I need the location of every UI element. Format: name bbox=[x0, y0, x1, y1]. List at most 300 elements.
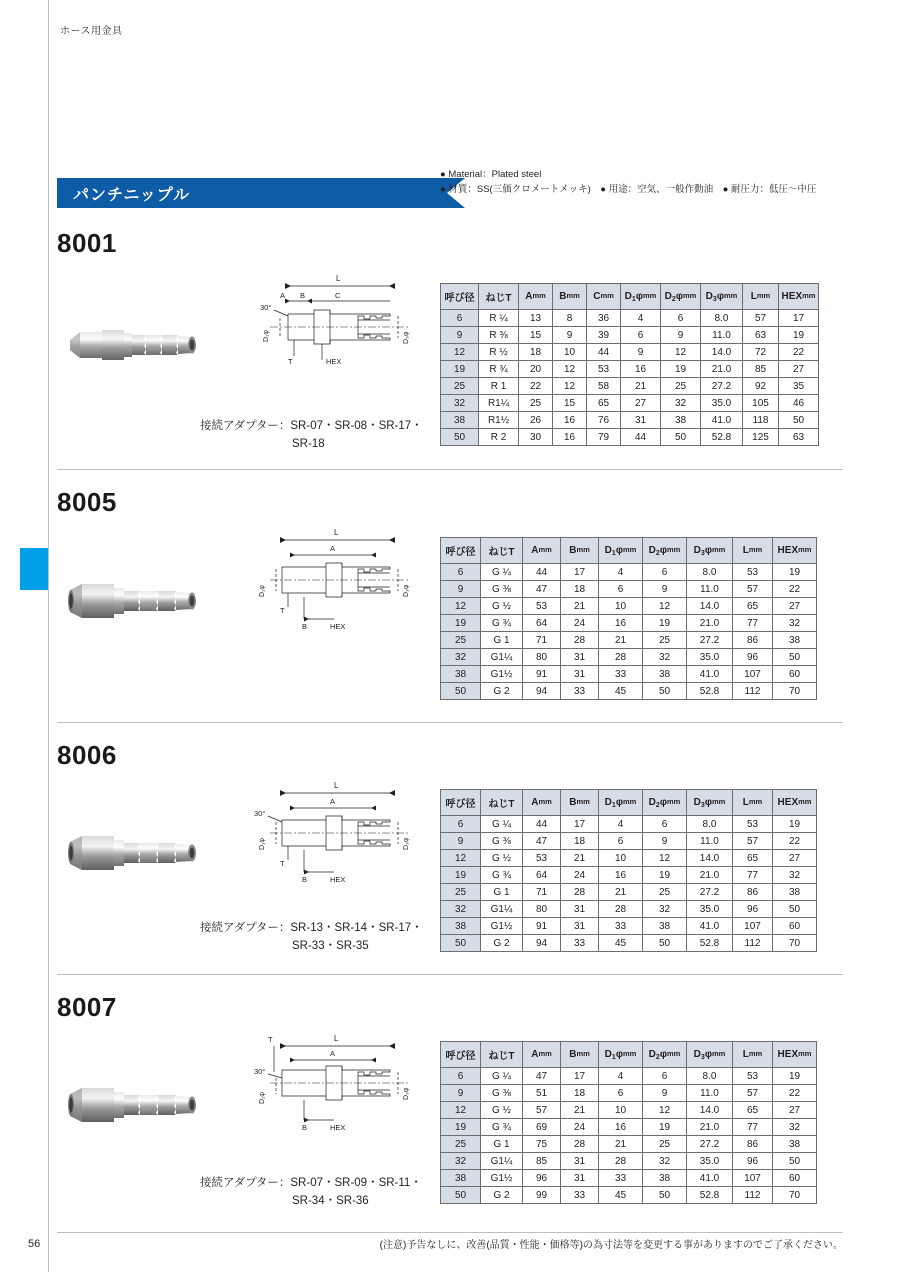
cell-Cmm: 53 bbox=[587, 361, 621, 378]
svg-text:B: B bbox=[302, 1123, 308, 1132]
col-header-4: $D_1\varphi mm$ bbox=[599, 790, 643, 816]
svg-text:T: T bbox=[288, 357, 293, 366]
table-row bbox=[441, 1170, 817, 1187]
cell-Bmm: 31 bbox=[561, 649, 599, 666]
cell-Bmm: 10 bbox=[553, 344, 587, 361]
cell-Lmm: 125 bbox=[743, 429, 779, 446]
cell-nominal-diameter: 9 bbox=[441, 833, 481, 850]
cell-Bmm: 24 bbox=[561, 867, 599, 884]
spec-table-8001 bbox=[440, 283, 819, 446]
cell-D1φmm: 28 bbox=[599, 901, 643, 918]
cell-nominal-diameter: 19 bbox=[441, 867, 481, 884]
cell-nominal-diameter: 6 bbox=[441, 816, 481, 833]
cell-ねじT: G ¼ bbox=[481, 1068, 523, 1085]
cell-HEXmm: 50 bbox=[773, 649, 817, 666]
cell-D3φmm: 14.0 bbox=[687, 598, 733, 615]
cell-D2φmm: 50 bbox=[643, 683, 687, 700]
cell-D1φmm: 45 bbox=[599, 683, 643, 700]
product-photo-8007 bbox=[62, 1062, 222, 1148]
cell-nominal-diameter: 12 bbox=[441, 344, 479, 361]
cell-D3φmm: 21.0 bbox=[687, 615, 733, 632]
cell-D2φmm: 9 bbox=[643, 833, 687, 850]
table-row bbox=[441, 666, 817, 683]
table-row bbox=[441, 1085, 817, 1102]
cell-Bmm: 12 bbox=[553, 361, 587, 378]
table-header-row bbox=[441, 1042, 817, 1068]
cell-Amm: 30 bbox=[519, 429, 553, 446]
col-header-7: Lmm bbox=[733, 790, 773, 816]
svg-text:30°: 30° bbox=[254, 1067, 266, 1076]
cell-Bmm: 21 bbox=[561, 1102, 599, 1119]
cell-Lmm: 65 bbox=[733, 850, 773, 867]
svg-text:A: A bbox=[330, 797, 336, 806]
col-header-2: Amm bbox=[523, 790, 561, 816]
cell-ねじT: G ½ bbox=[481, 1102, 523, 1119]
table-row bbox=[441, 1153, 817, 1170]
cell-Amm: 91 bbox=[523, 666, 561, 683]
product-code-8006: 8006 bbox=[57, 740, 117, 770]
cell-Bmm: 17 bbox=[561, 1068, 599, 1085]
cell-ねじT: R ½ bbox=[479, 344, 519, 361]
cell-Lmm: 112 bbox=[733, 1187, 773, 1204]
cell-HEXmm: 60 bbox=[773, 918, 817, 935]
cell-ねじT: G1¼ bbox=[481, 901, 523, 918]
col-header-3: Bmm bbox=[561, 1042, 599, 1068]
cell-Lmm: 53 bbox=[733, 1068, 773, 1085]
svg-text:T: T bbox=[280, 859, 285, 868]
col-header-3: Bmm bbox=[561, 790, 599, 816]
cell-D3φmm: 8.0 bbox=[687, 1068, 733, 1085]
cell-D2φmm: 19 bbox=[643, 867, 687, 884]
cell-D1φmm: 33 bbox=[599, 666, 643, 683]
cell-Amm: 75 bbox=[523, 1136, 561, 1153]
svg-text:D₁φ: D₁φ bbox=[259, 585, 266, 597]
cell-Bmm: 28 bbox=[561, 632, 599, 649]
cell-Amm: 47 bbox=[523, 833, 561, 850]
cell-nominal-diameter: 25 bbox=[441, 378, 479, 395]
col-header-4: $D_1\varphi mm$ bbox=[599, 1042, 643, 1068]
cell-D1φmm: 6 bbox=[621, 327, 661, 344]
cell-HEXmm: 27 bbox=[773, 1102, 817, 1119]
svg-text:A: A bbox=[330, 544, 336, 553]
cell-nominal-diameter: 9 bbox=[441, 581, 481, 598]
cell-D1φmm: 33 bbox=[599, 918, 643, 935]
cell-Lmm: 53 bbox=[733, 816, 773, 833]
cell-Lmm: 92 bbox=[743, 378, 779, 395]
cell-HEXmm: 38 bbox=[773, 1136, 817, 1153]
col-header-3: Bmm bbox=[561, 538, 599, 564]
cell-D3φmm: 27.2 bbox=[687, 632, 733, 649]
cell-Bmm: 33 bbox=[561, 683, 599, 700]
table-row bbox=[441, 1119, 817, 1136]
svg-text:D₃φ: D₃φ bbox=[403, 584, 410, 597]
table-row bbox=[441, 344, 819, 361]
product-photo-8001 bbox=[62, 302, 222, 388]
cell-D3φmm: 41.0 bbox=[687, 666, 733, 683]
table-row bbox=[441, 850, 817, 867]
cell-Bmm: 16 bbox=[553, 429, 587, 446]
cell-Lmm: 77 bbox=[733, 867, 773, 884]
table-row bbox=[441, 1187, 817, 1204]
cell-Bmm: 16 bbox=[553, 412, 587, 429]
cell-nominal-diameter: 6 bbox=[441, 1068, 481, 1085]
cell-Amm: 51 bbox=[523, 1085, 561, 1102]
cell-nominal-diameter: 38 bbox=[441, 412, 479, 429]
col-header-3: Bmm bbox=[553, 284, 587, 310]
spec-table-8006 bbox=[440, 789, 817, 952]
cell-ねじT: R 2 bbox=[479, 429, 519, 446]
cell-nominal-diameter: 50 bbox=[441, 429, 479, 446]
svg-text:HEX: HEX bbox=[326, 357, 342, 366]
cell-HEXmm: 27 bbox=[773, 850, 817, 867]
cell-nominal-diameter: 32 bbox=[441, 649, 481, 666]
cell-D2φmm: 9 bbox=[643, 1085, 687, 1102]
cell-D1φmm: 4 bbox=[599, 816, 643, 833]
cell-Cmm: 58 bbox=[587, 378, 621, 395]
cell-HEXmm: 38 bbox=[773, 632, 817, 649]
svg-text:B: B bbox=[302, 875, 308, 884]
svg-text:HEX: HEX bbox=[330, 1123, 346, 1132]
cell-Amm: 25 bbox=[519, 395, 553, 412]
cell-Amm: 26 bbox=[519, 412, 553, 429]
cell-ねじT: G1½ bbox=[481, 666, 523, 683]
table-row bbox=[441, 564, 817, 581]
cell-Lmm: 63 bbox=[743, 327, 779, 344]
cell-D3φmm: 8.0 bbox=[687, 816, 733, 833]
cell-D3φmm: 41.0 bbox=[687, 918, 733, 935]
cell-HEXmm: 32 bbox=[773, 1119, 817, 1136]
cell-D3φmm: 21.0 bbox=[687, 867, 733, 884]
product-code-8005: 8005 bbox=[57, 487, 117, 517]
cell-HEXmm: 60 bbox=[773, 666, 817, 683]
cell-HEXmm: 70 bbox=[773, 1187, 817, 1204]
spec-line-detail: ● 材質：SS(三価クロメートメッキ) ● 用途：空気、一般作動油 ● 耐圧力：低圧～中圧 bbox=[440, 183, 817, 195]
cell-HEXmm: 46 bbox=[779, 395, 819, 412]
cell-Lmm: 86 bbox=[733, 632, 773, 649]
cell-Amm: 53 bbox=[523, 850, 561, 867]
cell-D3φmm: 35.0 bbox=[687, 1153, 733, 1170]
adapter-note-8006: 接続アダプター：SR-13・SR-14・SR-17・ SR-33・SR-35 bbox=[200, 922, 423, 952]
cell-D2φmm: 19 bbox=[661, 361, 701, 378]
cell-Lmm: 85 bbox=[743, 361, 779, 378]
cell-Lmm: 57 bbox=[733, 1085, 773, 1102]
table-row bbox=[441, 581, 817, 598]
cell-HEXmm: 50 bbox=[773, 1153, 817, 1170]
table-body bbox=[441, 310, 819, 446]
cell-Bmm: 17 bbox=[561, 816, 599, 833]
cell-ねじT: G ⅜ bbox=[481, 1085, 523, 1102]
cell-Amm: 13 bbox=[519, 310, 553, 327]
col-header-6: $D_3\varphi mm$ bbox=[687, 790, 733, 816]
cell-Bmm: 28 bbox=[561, 1136, 599, 1153]
cell-Bmm: 33 bbox=[561, 1187, 599, 1204]
cell-D1φmm: 27 bbox=[621, 395, 661, 412]
cell-nominal-diameter: 25 bbox=[441, 1136, 481, 1153]
cell-D3φmm: 27.2 bbox=[687, 884, 733, 901]
cell-D2φmm: 32 bbox=[661, 395, 701, 412]
cell-nominal-diameter: 19 bbox=[441, 615, 481, 632]
cell-D1φmm: 16 bbox=[599, 1119, 643, 1136]
cell-Amm: 91 bbox=[523, 918, 561, 935]
cell-ねじT: G ¾ bbox=[481, 615, 523, 632]
cell-HEXmm: 22 bbox=[773, 581, 817, 598]
section-title-bar bbox=[57, 178, 447, 208]
cell-Cmm: 65 bbox=[587, 395, 621, 412]
cell-nominal-diameter: 12 bbox=[441, 1102, 481, 1119]
col-header-7: Lmm bbox=[733, 538, 773, 564]
cell-nominal-diameter: 32 bbox=[441, 395, 479, 412]
svg-text:D₁φ: D₁φ bbox=[259, 1092, 266, 1104]
col-header-8: HEXmm bbox=[773, 1042, 817, 1068]
cell-Amm: 94 bbox=[523, 935, 561, 952]
col-header-5: $D_1\varphi mm$ bbox=[621, 284, 661, 310]
svg-text:D₃φ: D₃φ bbox=[403, 1087, 410, 1100]
cell-HEXmm: 32 bbox=[773, 867, 817, 884]
cell-ねじT: R ¼ bbox=[479, 310, 519, 327]
left-vertical-rule bbox=[48, 0, 49, 1272]
cell-D3φmm: 27.2 bbox=[687, 1136, 733, 1153]
svg-text:T: T bbox=[268, 1035, 273, 1044]
cell-Bmm: 31 bbox=[561, 1153, 599, 1170]
cell-D3φmm: 14.0 bbox=[687, 850, 733, 867]
cell-nominal-diameter: 12 bbox=[441, 598, 481, 615]
technical-drawing-8001 bbox=[230, 272, 420, 392]
cell-nominal-diameter: 25 bbox=[441, 884, 481, 901]
cell-D1φmm: 16 bbox=[599, 615, 643, 632]
col-header-4: $D_1\varphi mm$ bbox=[599, 538, 643, 564]
col-header-0: 呼び径 bbox=[441, 790, 481, 816]
cell-HEXmm: 63 bbox=[779, 429, 819, 446]
cell-Amm: 53 bbox=[523, 598, 561, 615]
svg-text:B: B bbox=[302, 622, 308, 631]
cell-HEXmm: 19 bbox=[779, 327, 819, 344]
cell-ねじT: G 2 bbox=[481, 1187, 523, 1204]
cell-D1φmm: 21 bbox=[599, 884, 643, 901]
cell-Lmm: 112 bbox=[733, 683, 773, 700]
cell-Bmm: 21 bbox=[561, 850, 599, 867]
cell-Amm: 94 bbox=[523, 683, 561, 700]
cell-HEXmm: 70 bbox=[773, 683, 817, 700]
cell-ねじT: G ¼ bbox=[481, 816, 523, 833]
cell-D2φmm: 32 bbox=[643, 1153, 687, 1170]
cell-D2φmm: 6 bbox=[643, 816, 687, 833]
cell-D2φmm: 6 bbox=[661, 310, 701, 327]
svg-text:HEX: HEX bbox=[330, 875, 346, 884]
cell-Lmm: 57 bbox=[743, 310, 779, 327]
cell-D3φmm: 14.0 bbox=[687, 1102, 733, 1119]
product-photo-8006 bbox=[62, 810, 222, 896]
cell-D1φmm: 21 bbox=[599, 1136, 643, 1153]
table-row bbox=[441, 615, 817, 632]
cell-HEXmm: 22 bbox=[773, 1085, 817, 1102]
cell-nominal-diameter: 38 bbox=[441, 918, 481, 935]
cell-Amm: 47 bbox=[523, 1068, 561, 1085]
table-row bbox=[441, 378, 819, 395]
cell-D2φmm: 12 bbox=[643, 850, 687, 867]
table-row bbox=[441, 867, 817, 884]
cell-D2φmm: 38 bbox=[643, 1170, 687, 1187]
col-header-8: HEXmm bbox=[773, 538, 817, 564]
table-header-row bbox=[441, 790, 817, 816]
section-title-text: パンチニップル bbox=[73, 186, 191, 204]
cell-nominal-diameter: 25 bbox=[441, 632, 481, 649]
cell-Amm: 22 bbox=[519, 378, 553, 395]
cell-D2φmm: 12 bbox=[643, 1102, 687, 1119]
cell-D2φmm: 19 bbox=[643, 615, 687, 632]
product-code-8007: 8007 bbox=[57, 992, 117, 1022]
adapter-note-8007: 接続アダプター：SR-07・SR-09・SR-11・ SR-34・SR-36 bbox=[200, 1177, 422, 1207]
cell-Amm: 44 bbox=[523, 564, 561, 581]
cell-ねじT: G 1 bbox=[481, 884, 523, 901]
product-photo-8005 bbox=[62, 558, 222, 644]
cell-D2φmm: 25 bbox=[643, 884, 687, 901]
cell-ねじT: G1½ bbox=[481, 1170, 523, 1187]
cell-D3φmm: 41.0 bbox=[701, 412, 743, 429]
svg-text:D₁φ: D₁φ bbox=[263, 330, 270, 342]
cell-D1φmm: 4 bbox=[599, 564, 643, 581]
cell-Bmm: 18 bbox=[561, 1085, 599, 1102]
cell-ねじT: G 2 bbox=[481, 935, 523, 952]
cell-Lmm: 86 bbox=[733, 1136, 773, 1153]
cell-Lmm: 86 bbox=[733, 884, 773, 901]
product-code-8001: 8001 bbox=[57, 228, 117, 258]
cell-Amm: 20 bbox=[519, 361, 553, 378]
cell-HEXmm: 38 bbox=[773, 884, 817, 901]
cell-D1φmm: 28 bbox=[599, 1153, 643, 1170]
cell-Amm: 99 bbox=[523, 1187, 561, 1204]
col-header-7: Lmm bbox=[733, 1042, 773, 1068]
technical-drawing-8007 bbox=[230, 1028, 420, 1148]
col-header-0: 呼び径 bbox=[441, 538, 481, 564]
cell-D2φmm: 12 bbox=[643, 598, 687, 615]
cell-Lmm: 107 bbox=[733, 666, 773, 683]
category-label: ホース用金具 bbox=[60, 26, 123, 37]
cell-HEXmm: 17 bbox=[779, 310, 819, 327]
table-row bbox=[441, 1102, 817, 1119]
col-header-6: $D_2\varphi mm$ bbox=[661, 284, 701, 310]
cell-D1φmm: 16 bbox=[599, 867, 643, 884]
cell-Bmm: 21 bbox=[561, 598, 599, 615]
col-header-5: $D_2\varphi mm$ bbox=[643, 1042, 687, 1068]
table-row bbox=[441, 649, 817, 666]
cell-ねじT: G 1 bbox=[481, 1136, 523, 1153]
cell-Lmm: 57 bbox=[733, 581, 773, 598]
cell-D2φmm: 6 bbox=[643, 1068, 687, 1085]
table-body bbox=[441, 816, 817, 952]
section-divider-3 bbox=[57, 974, 843, 975]
cell-Amm: 80 bbox=[523, 901, 561, 918]
svg-text:T: T bbox=[280, 606, 285, 615]
cell-nominal-diameter: 50 bbox=[441, 683, 481, 700]
table-row bbox=[441, 935, 817, 952]
cell-Amm: 18 bbox=[519, 344, 553, 361]
col-header-8: Lmm bbox=[743, 284, 779, 310]
cell-Amm: 96 bbox=[523, 1170, 561, 1187]
cell-Lmm: 107 bbox=[733, 918, 773, 935]
cell-D1φmm: 31 bbox=[621, 412, 661, 429]
technical-drawing-8005 bbox=[230, 525, 420, 645]
cell-nominal-diameter: 12 bbox=[441, 850, 481, 867]
cell-nominal-diameter: 19 bbox=[441, 1119, 481, 1136]
cell-ねじT: G ½ bbox=[481, 598, 523, 615]
table-row bbox=[441, 412, 819, 429]
cell-Lmm: 96 bbox=[733, 1153, 773, 1170]
cell-nominal-diameter: 38 bbox=[441, 1170, 481, 1187]
cell-Bmm: 28 bbox=[561, 884, 599, 901]
cell-ねじT: G 2 bbox=[481, 683, 523, 700]
cell-Bmm: 31 bbox=[561, 666, 599, 683]
cell-D2φmm: 32 bbox=[643, 901, 687, 918]
spec-table-8005 bbox=[440, 537, 817, 700]
svg-text:HEX: HEX bbox=[330, 622, 346, 631]
table-row bbox=[441, 632, 817, 649]
cell-D3φmm: 35.0 bbox=[687, 901, 733, 918]
cell-Amm: 85 bbox=[523, 1153, 561, 1170]
col-header-4: Cmm bbox=[587, 284, 621, 310]
cell-nominal-diameter: 9 bbox=[441, 327, 479, 344]
table-row bbox=[441, 310, 819, 327]
cell-HEXmm: 50 bbox=[773, 901, 817, 918]
cell-D2φmm: 9 bbox=[661, 327, 701, 344]
cell-HEXmm: 70 bbox=[773, 935, 817, 952]
col-header-1: ねじT bbox=[479, 284, 519, 310]
table-row bbox=[441, 1068, 817, 1085]
cell-ねじT: R 1 bbox=[479, 378, 519, 395]
page-number: 56 bbox=[28, 1238, 41, 1250]
svg-text:C: C bbox=[335, 291, 341, 300]
cell-Amm: 44 bbox=[523, 816, 561, 833]
cell-D3φmm: 27.2 bbox=[701, 378, 743, 395]
table-row bbox=[441, 833, 817, 850]
table-row bbox=[441, 1136, 817, 1153]
cell-Bmm: 31 bbox=[561, 901, 599, 918]
cell-HEXmm: 22 bbox=[779, 344, 819, 361]
svg-text:30°: 30° bbox=[260, 303, 272, 312]
svg-text:D₃φ: D₃φ bbox=[403, 837, 410, 850]
cell-D2φmm: 38 bbox=[643, 666, 687, 683]
cell-Cmm: 36 bbox=[587, 310, 621, 327]
cell-D3φmm: 8.0 bbox=[701, 310, 743, 327]
svg-text:A: A bbox=[280, 291, 286, 300]
cell-Bmm: 9 bbox=[553, 327, 587, 344]
cell-Amm: 71 bbox=[523, 884, 561, 901]
cell-ねじT: G 1 bbox=[481, 632, 523, 649]
cell-D3φmm: 11.0 bbox=[687, 1085, 733, 1102]
cell-D2φmm: 50 bbox=[643, 935, 687, 952]
cell-Amm: 69 bbox=[523, 1119, 561, 1136]
col-header-6: $D_3\varphi mm$ bbox=[687, 1042, 733, 1068]
cell-D1φmm: 10 bbox=[599, 850, 643, 867]
table-body bbox=[441, 564, 817, 700]
cell-D1φmm: 9 bbox=[621, 344, 661, 361]
cell-Cmm: 76 bbox=[587, 412, 621, 429]
cell-D1φmm: 21 bbox=[621, 378, 661, 395]
cell-D3φmm: 11.0 bbox=[701, 327, 743, 344]
cell-D3φmm: 52.8 bbox=[687, 683, 733, 700]
cell-ねじT: G1¼ bbox=[481, 1153, 523, 1170]
cell-D2φmm: 50 bbox=[661, 429, 701, 446]
table-row bbox=[441, 361, 819, 378]
cell-Bmm: 17 bbox=[561, 564, 599, 581]
table-row bbox=[441, 816, 817, 833]
cell-Lmm: 105 bbox=[743, 395, 779, 412]
cell-D3φmm: 21.0 bbox=[687, 1119, 733, 1136]
col-header-2: Amm bbox=[519, 284, 553, 310]
table-row bbox=[441, 395, 819, 412]
cell-Amm: 71 bbox=[523, 632, 561, 649]
cell-D1φmm: 4 bbox=[599, 1068, 643, 1085]
cell-D1φmm: 6 bbox=[599, 1085, 643, 1102]
